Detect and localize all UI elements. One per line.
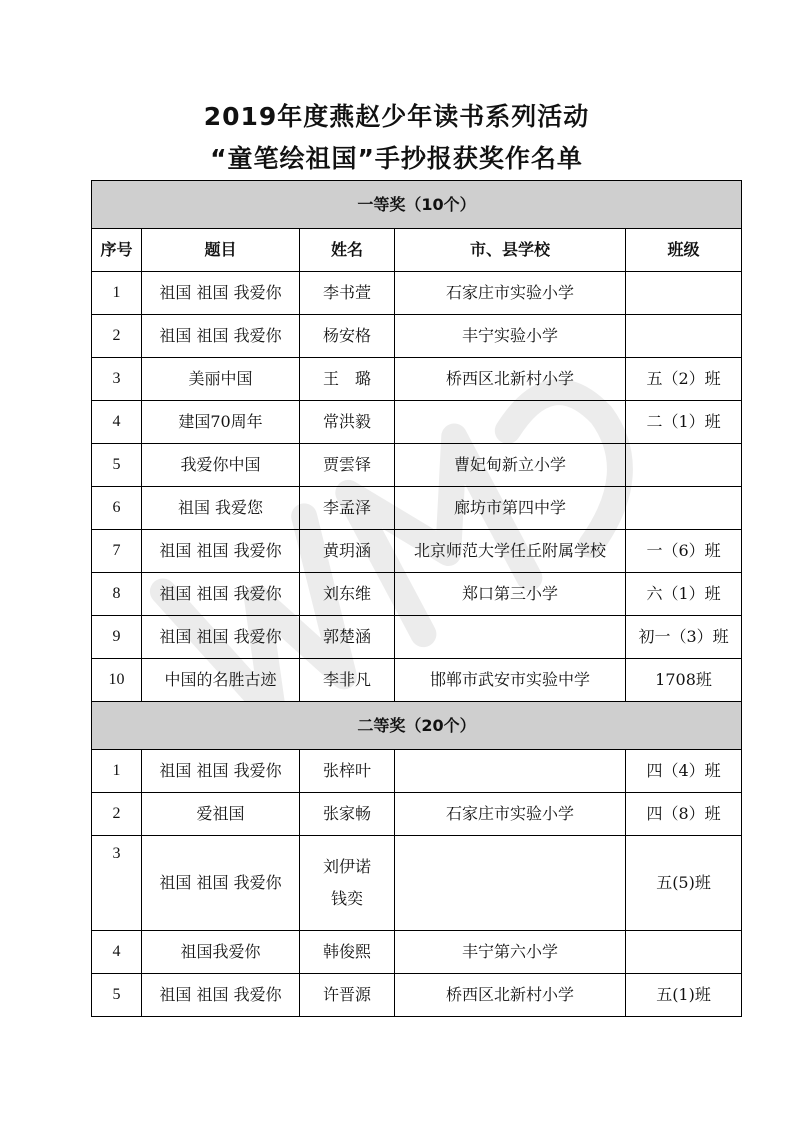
document-title-line-2: “童笔绘祖国”手抄报获奖作名单 [210, 144, 583, 173]
cell-title: 祖国 祖国 我爱你 [142, 530, 300, 573]
table-row [92, 573, 742, 616]
cell-school: 北京师范大学任丘附属学校 [395, 530, 626, 573]
cell-class: 五(1)班 [626, 974, 742, 1017]
cell-title: 我爱你中国 [142, 444, 300, 487]
table-row [92, 487, 742, 530]
cell-title: 美丽中国 [142, 358, 300, 401]
table-row [92, 530, 742, 573]
cell-name [300, 836, 395, 931]
cell-no: 6 [92, 487, 142, 530]
cell-school [395, 616, 626, 659]
table-row [92, 401, 742, 444]
cell-school: 丰宁第六小学 [395, 931, 626, 974]
table-row [92, 358, 742, 401]
cell-class: 1708班 [626, 659, 742, 702]
cell-no: 4 [92, 931, 142, 974]
section-header-row [92, 702, 742, 750]
document-title-line-1: 2019年度燕赵少年读书系列活动 [203, 102, 590, 131]
cell-class [626, 444, 742, 487]
cell-title: 祖国 祖国 我爱你 [142, 272, 300, 315]
cell-name: 刘东维 [300, 573, 395, 616]
cell-title: 祖国 祖国 我爱你 [142, 573, 300, 616]
cell-no: 4 [92, 401, 142, 444]
cell-class: 二（1）班 [626, 401, 742, 444]
name-line: 钱奕 [330, 889, 363, 908]
column-header-row [92, 229, 742, 272]
cell-name: 郭楚涵 [300, 616, 395, 659]
cell-class [626, 931, 742, 974]
table-row [92, 616, 742, 659]
table-row [92, 836, 742, 931]
cell-no: 3 [92, 358, 142, 401]
cell-name: 常洪毅 [300, 401, 395, 444]
cell-name: 张梓叶 [300, 750, 395, 793]
cell-class: 五（2）班 [626, 358, 742, 401]
cell-title: 建国70周年 [142, 401, 300, 444]
cell-school: 曹妃甸新立小学 [395, 444, 626, 487]
cell-no: 3 [92, 836, 142, 931]
table-row [92, 793, 742, 836]
cell-title: 祖国我爱你 [142, 931, 300, 974]
cell-class [626, 487, 742, 530]
cell-no: 1 [92, 272, 142, 315]
cell-title: 祖国 祖国 我爱你 [142, 974, 300, 1017]
cell-class: 四（4）班 [626, 750, 742, 793]
cell-no: 10 [92, 659, 142, 702]
header-title: 题目 [142, 229, 300, 272]
header-class: 班级 [626, 229, 742, 272]
cell-title: 祖国 我爱您 [142, 487, 300, 530]
cell-name: 王 璐 [300, 358, 395, 401]
cell-no: 5 [92, 444, 142, 487]
cell-name: 许晋源 [300, 974, 395, 1017]
section-title: 二等奖（20个） [92, 702, 742, 750]
cell-class [626, 315, 742, 358]
table-row [92, 931, 742, 974]
cell-no: 8 [92, 573, 142, 616]
header-no: 序号 [92, 229, 142, 272]
cell-school: 石家庄市实验小学 [395, 793, 626, 836]
cell-school: 桥西区北新村小学 [395, 974, 626, 1017]
cell-no: 9 [92, 616, 142, 659]
cell-class: 一（6）班 [626, 530, 742, 573]
cell-no: 2 [92, 315, 142, 358]
cell-school [395, 836, 626, 931]
cell-class: 六（1）班 [626, 573, 742, 616]
table-row [92, 272, 742, 315]
table-row [92, 974, 742, 1017]
cell-class: 五(5)班 [626, 836, 742, 931]
cell-no: 5 [92, 974, 142, 1017]
cell-school: 桥西区北新村小学 [395, 358, 626, 401]
cell-name: 李书萱 [300, 272, 395, 315]
cell-name: 张家畅 [300, 793, 395, 836]
cell-name: 杨安格 [300, 315, 395, 358]
header-school: 市、县学校 [395, 229, 626, 272]
cell-school: 邯郸市武安市实验中学 [395, 659, 626, 702]
cell-name: 韩俊熙 [300, 931, 395, 974]
awards-table [91, 180, 742, 1017]
cell-name: 黄玥涵 [300, 530, 395, 573]
cell-no: 2 [92, 793, 142, 836]
cell-school: 廊坊市第四中学 [395, 487, 626, 530]
table-row [92, 444, 742, 487]
cell-title: 祖国 祖国 我爱你 [142, 750, 300, 793]
cell-class [626, 272, 742, 315]
cell-name: 李非凡 [300, 659, 395, 702]
name-line: 刘伊诺 [322, 857, 371, 876]
section-title: 一等奖（10个） [92, 181, 742, 229]
cell-class: 四（8）班 [626, 793, 742, 836]
cell-name: 李孟泽 [300, 487, 395, 530]
cell-title: 中国的名胜古迹 [142, 659, 300, 702]
cell-school: 丰宁实验小学 [395, 315, 626, 358]
cell-title: 祖国 祖国 我爱你 [142, 315, 300, 358]
cell-title: 祖国 祖国 我爱你 [142, 836, 300, 931]
table-row [92, 659, 742, 702]
cell-class: 初一（3）班 [626, 616, 742, 659]
table-row [92, 315, 742, 358]
header-name: 姓名 [300, 229, 395, 272]
cell-school: 石家庄市实验小学 [395, 272, 626, 315]
section-header-row [92, 181, 742, 229]
cell-no: 1 [92, 750, 142, 793]
cell-title: 爱祖国 [142, 793, 300, 836]
cell-school [395, 401, 626, 444]
cell-no: 7 [92, 530, 142, 573]
cell-title: 祖国 祖国 我爱你 [142, 616, 300, 659]
table-row [92, 750, 742, 793]
cell-school: 郑口第三小学 [395, 573, 626, 616]
cell-name: 贾雲铎 [300, 444, 395, 487]
cell-school [395, 750, 626, 793]
